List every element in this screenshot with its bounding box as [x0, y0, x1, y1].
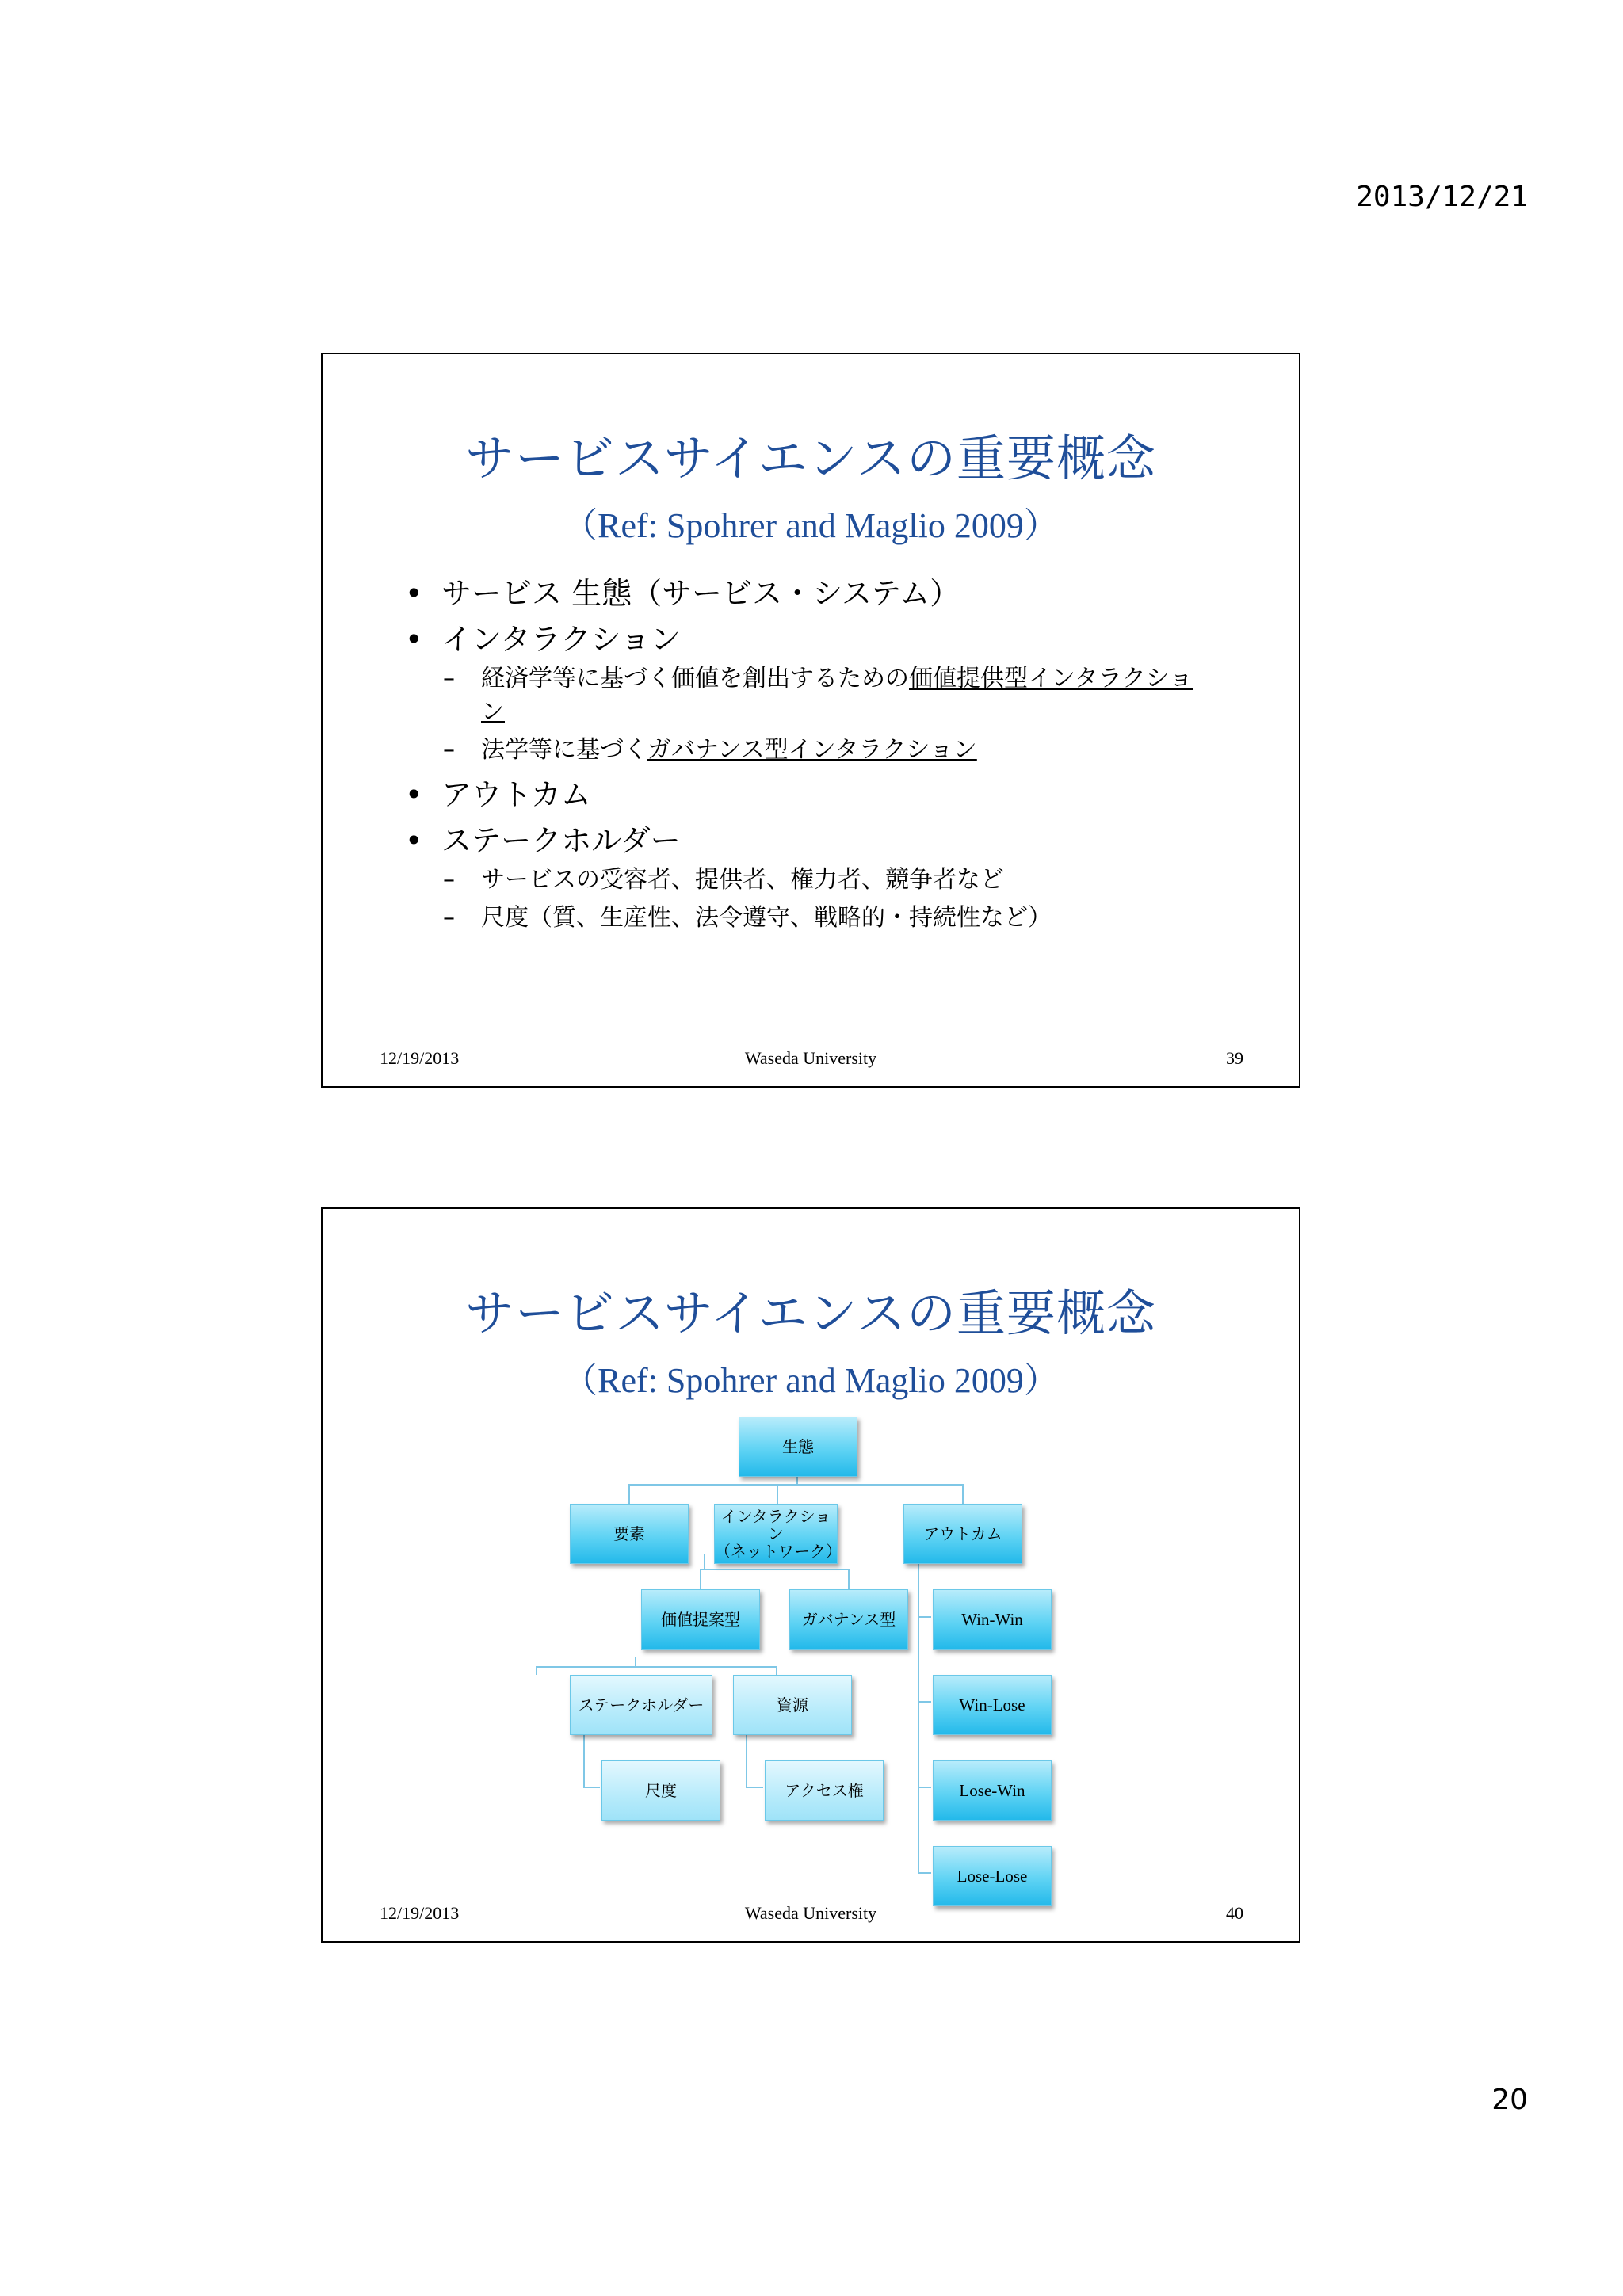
page-date: 2013/12/21 [1356, 181, 1528, 213]
sub-text: 法学等に基づく [481, 736, 647, 764]
dash-marker: – [443, 736, 455, 764]
concept-hierarchy-diagram [323, 1209, 1302, 1944]
node-governance: ガバナンス型 [789, 1589, 908, 1650]
node-resource: 資源 [733, 1675, 852, 1735]
dash-marker: – [443, 904, 455, 932]
node-interaction-line2: （ネットワーク） [715, 1542, 842, 1561]
node-interaction-line1: インタラクション [720, 1507, 831, 1543]
footer-date: 12/19/2013 [380, 1048, 460, 1068]
slide-subtitle: （Ref: Spohrer and Maglio 2009） [563, 1361, 1059, 1400]
dash-marker: – [443, 665, 455, 692]
node-elements: 要素 [570, 1504, 689, 1564]
bullet-ecosystem: • サービス 生態（サービス・システム） [402, 570, 1258, 616]
page-number: 20 [1491, 2084, 1528, 2116]
footer-organization: Waseda University [744, 1048, 877, 1068]
sub-bullet-stakeholder-roles [402, 864, 1210, 897]
sub-bullet-measures [402, 902, 1210, 935]
node-lose-win: Lose-Win [933, 1760, 1052, 1821]
footer-date: 12/19/2013 [380, 1903, 460, 1923]
footer-organization: Waseda University [744, 1903, 877, 1923]
node-value-proposal: 価値提案型 [641, 1589, 760, 1650]
sub-text: サービスの受容者、提供者、権力者、競争者など [481, 866, 1004, 894]
slide-40 [321, 1207, 1300, 1943]
sub-text: 経済学等に基づく価値を創出するための [481, 665, 909, 692]
node-lose-lose: Lose-Lose [933, 1846, 1052, 1906]
bullet-outcome: • アウトカム [402, 772, 1258, 818]
slide-39 [321, 353, 1300, 1088]
node-outcome: アウトカム [903, 1504, 1022, 1564]
node-measure: 尺度 [601, 1760, 720, 1821]
slide-title: サービスサイエンスの重要概念 [464, 1284, 1157, 1342]
bullet-interaction: • インタラクション [402, 616, 1258, 662]
slide-title: サービスサイエンスの重要概念 [464, 429, 1157, 487]
underlined-term: 価値提供型インタラクション [481, 665, 1193, 726]
sub-bullet-value-interaction [402, 662, 1210, 729]
node-interaction [714, 1504, 842, 1564]
bullet-stakeholder: • ステークホルダー [402, 818, 1258, 864]
node-win-win: Win-Win [933, 1589, 1052, 1650]
footer-slide-number: 40 [1226, 1903, 1243, 1923]
node-win-lose: Win-Lose [933, 1675, 1052, 1735]
sub-text: 尺度（質、生産性、法令遵守、戦略的・持続性など） [481, 904, 1052, 932]
bullet-list [402, 570, 1258, 940]
sub-bullet-governance-interaction [402, 734, 1210, 767]
node-ecosystem: 生態 [739, 1417, 857, 1477]
slide-subtitle: （Ref: Spohrer and Maglio 2009） [563, 506, 1059, 545]
dash-marker: – [443, 866, 455, 894]
underlined-term: ガバナンス型インタラクション [647, 736, 977, 764]
node-access-right: アクセス権 [765, 1760, 884, 1821]
connector-lines [323, 1209, 1302, 1944]
footer-slide-number: 39 [1226, 1048, 1243, 1068]
node-stakeholder: ステークホルダー [570, 1675, 712, 1735]
